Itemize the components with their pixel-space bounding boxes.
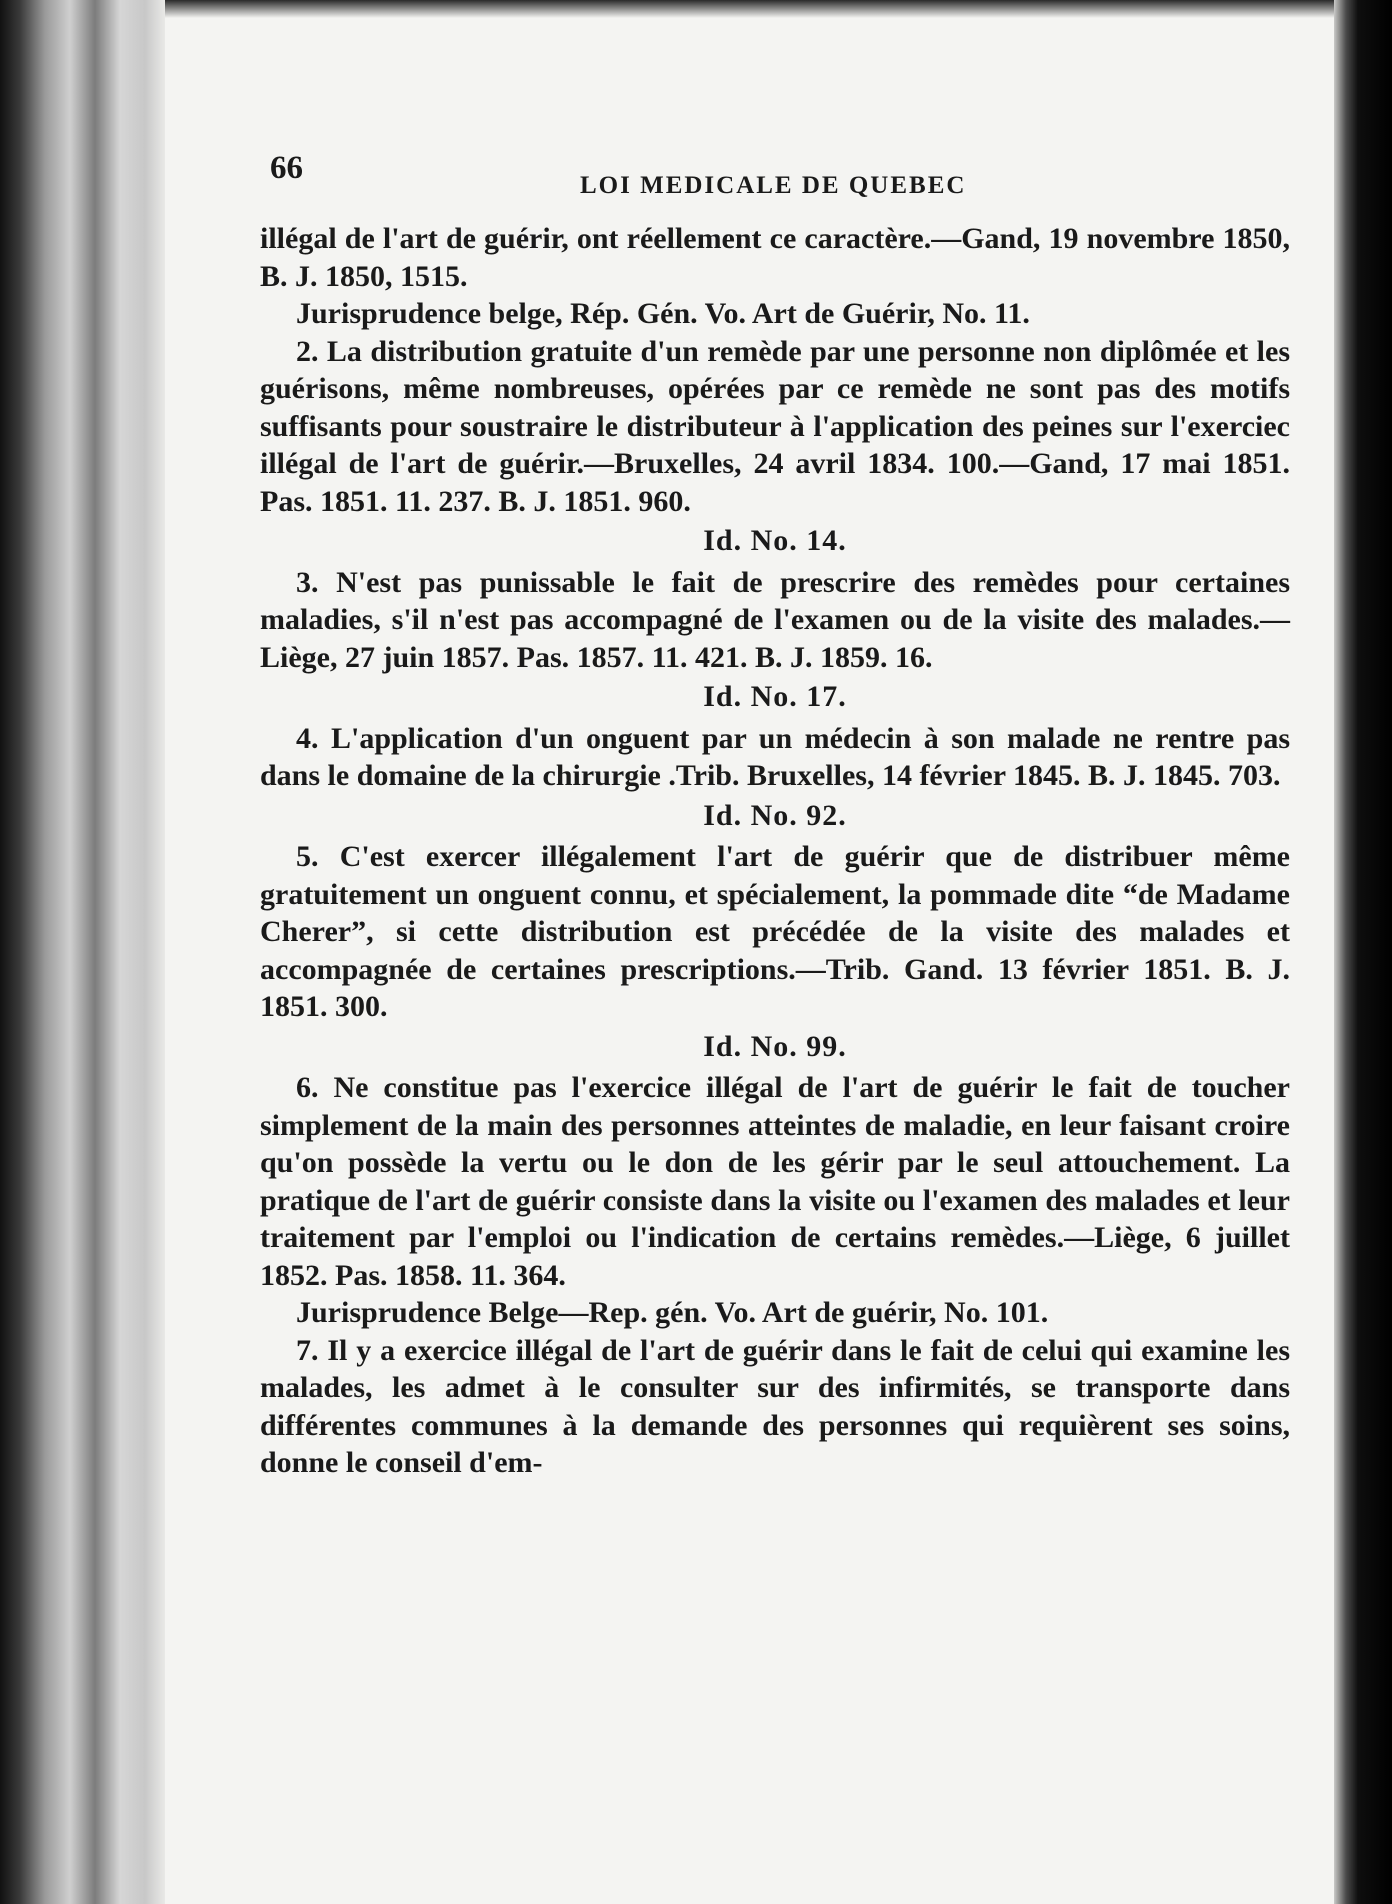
paragraph-continuation: illégal de l'art de guérir, ont réellement ce caractère.—Gand, 19 novembre 1850, B. J. 1850, 1515. [260,222,1290,293]
paragraph-item-5: 5. C'est exercer illégalement l'art de guérir que de distribuer même gratuitement un onguent connu, et spécialement, la pommade dite “de Madame Cherer”, si cette distribution est précédée de la visite des malades et accompagnée de certaines prescriptions.—Trib. Gand. 13 février 1851. B. J. 1851. 300. [260,840,1290,1023]
paragraph-item-7: 7. Il y a exercice illégal de l'art de guérir dans le fait de celui qui examine les malades, les admet à le consulter sur des infirmités, se transporte dans différentes communes à la demande des personnes qui requièrent ses soins, donne le conseil d'em- [260,1333,1290,1479]
page-number: 66 [270,150,303,186]
paragraph-item-2: 2. La distribution gratuite d'un remède par une personne non diplômée et les guérisons, même nombreuses, opérées par ce remède ne sont pas des motifs suffisants pour soustraire le distributeur à l'application des peines sur l'exerciec illégal de l'art de guérir.—Bruxelles, 24 avril 1834. 100.—Gand, 17 mai 1851. Pas. 1851. 11. 237. B. J. 1851. 960. [260,334,1290,518]
book-page [260,150,1290,1482]
paragraph-item-4: 4. L'application d'un onguent par un médecin à son malade ne rentre pas dans le domaine de la chirurgie .Trib. Bruxelles, 14 février 1845. B. J. 1845. 703. [260,721,1290,792]
reference-line: Id. No. 17. [703,680,847,713]
book-binding-edge [0,0,165,1904]
running-title: LOI MEDICALE DE QUEBEC [580,172,967,199]
paragraph-item-6: 6. Ne constitue pas l'exercice illégal de l'art de guérir le fait de toucher simplement de la main des personnes atteintes de maladie, en leur faisant croire qu'on possède la vertu ou le don de les gérir par le seul attouchement. La pratique de l'art de guérir consiste dans la visite ou l'examen des malades et leur traitement par l'emploi ou l'indication de certains remèdes.—Liège, 6 juillet 1852. Pas. 1858. 11. 364. [260,1071,1290,1292]
reference-line: Id. No. 92. [703,798,847,832]
paragraph-citation: Jurisprudence Belge—Rep. gén. Vo. Art de guérir, No. 101. [296,1296,1049,1329]
scan-top-edge [0,0,1392,18]
running-head [260,150,1290,220]
scan-right-edge [1334,0,1392,1904]
reference-line: Id. No. 14. [703,524,847,557]
body-text [260,220,1290,1482]
paragraph-citation: Jurisprudence belge, Rép. Gén. Vo. Art de Guérir, No. 11. [296,297,1030,330]
reference-line: Id. No. 99. [703,1029,847,1063]
paragraph-item-3: 3. N'est pas punissable le fait de prescrire des remèdes pour certaines maladies, s'il n'est pas accompagné de l'examen ou de la visite des malades.—Liège, 27 juin 1857. Pas. 1857. 11. 421. B. J. 1859. 16. [260,565,1290,674]
